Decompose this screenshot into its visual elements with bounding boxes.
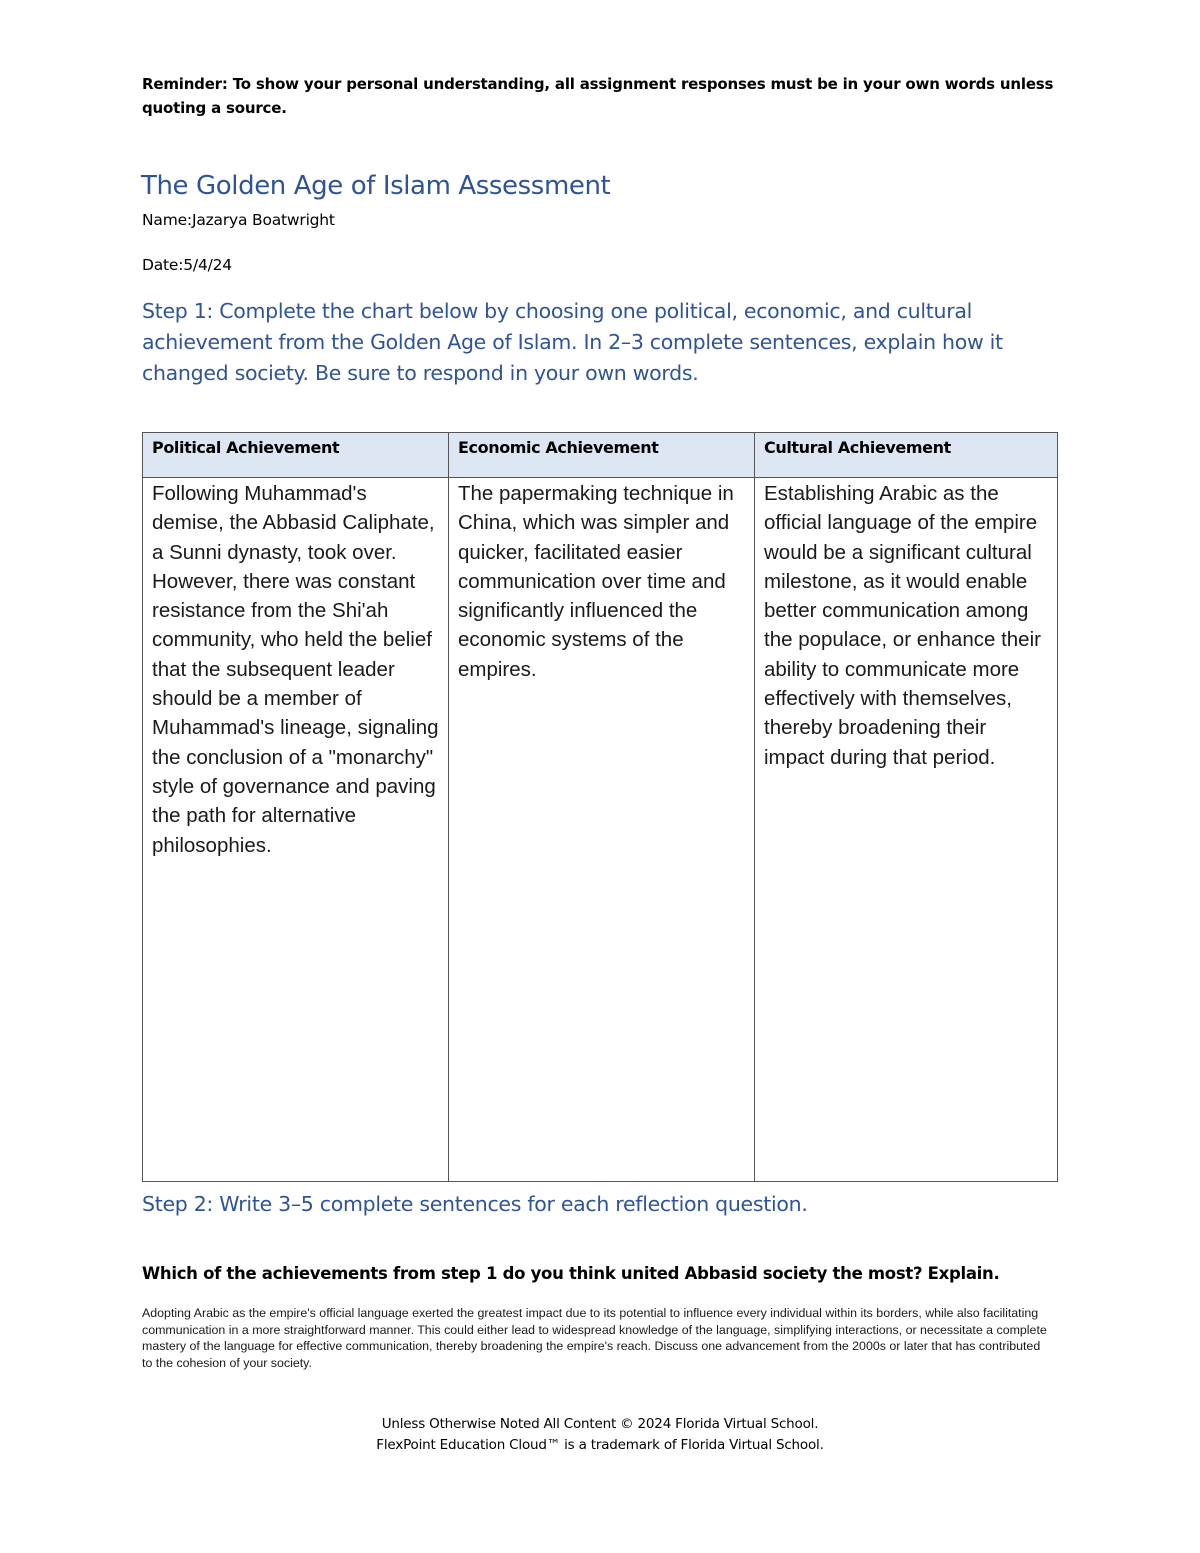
cultural-response[interactable]: Establishing Arabic as the official language of the empire would be a significant cultural milestone, as it would enable better communication among the populace, or enhance their ability to communicate more effectively with themselves, thereby broadening their impact during that period. bbox=[764, 482, 1041, 769]
cultural-header: Cultural Achievement bbox=[755, 433, 1057, 478]
footer-line-2: FlexPoint Education Cloud™ is a trademark of Florida Virtual School. bbox=[376, 1437, 824, 1453]
reflection-question: Which of the achievements from step 1 do you think united Abbasid society the most? Explain. bbox=[142, 1264, 1000, 1283]
economic-response[interactable]: The papermaking technique in China, which was simpler and quicker, facilitated easier communication over time and significantly influenced the economic systems of the empires. bbox=[458, 482, 734, 681]
economic-header: Economic Achievement bbox=[449, 433, 755, 478]
economic-column bbox=[448, 433, 755, 1181]
step2-instructions: Step 2: Write 3–5 complete sentences for each reflection question. bbox=[142, 1192, 808, 1216]
copyright-footer bbox=[0, 1414, 1200, 1456]
step1-instructions: Step 1: Complete the chart below by choosing one political, economic, and cultural achievement from the Golden Age of Islam. In 2–3 complete sentences, explain how it changed society. Be sure to respond in your own words. bbox=[142, 299, 1003, 385]
reflection-answer[interactable]: Adopting Arabic as the empire's official language exerted the greatest impact due to its potential to influence every individual within its borders, while also facilitating communication in a more straightforward manner. This could either lead to widespread knowledge of the language, simplifying interactions, or necessitate a complete mastery of the language for effective communication, thereby broadening the empire's reach. Discuss one advancement from the 2000s or later that has contributed to the cohesion of your society. bbox=[142, 1306, 1047, 1370]
reminder-text: Reminder: To show your personal understanding, all assignment responses must be in your own words unless quoting a source. bbox=[142, 75, 1054, 117]
assignment-date: Date:5/4/24 bbox=[142, 256, 232, 274]
student-name: Name:Jazarya Boatwright bbox=[142, 211, 335, 229]
page-title: The Golden Age of Islam Assessment bbox=[141, 171, 611, 201]
footer-line-1: Unless Otherwise Noted All Content © 2024 Florida Virtual School. bbox=[381, 1416, 819, 1432]
political-response[interactable]: Following Muhammad's demise, the Abbasid Caliphate, a Sunni dynasty, took over. However, there was constant resistance from the Shi'ah community, who held the belief that the subsequent leader should be a member of Muhammad's lineage, signaling the conclusion of a "monarchy" style of governance and paving the path for alternative philosophies. bbox=[152, 482, 439, 857]
political-column bbox=[143, 433, 448, 1181]
achievement-chart bbox=[142, 432, 1058, 1182]
cultural-column bbox=[754, 433, 1057, 1181]
political-header: Political Achievement bbox=[143, 433, 448, 478]
